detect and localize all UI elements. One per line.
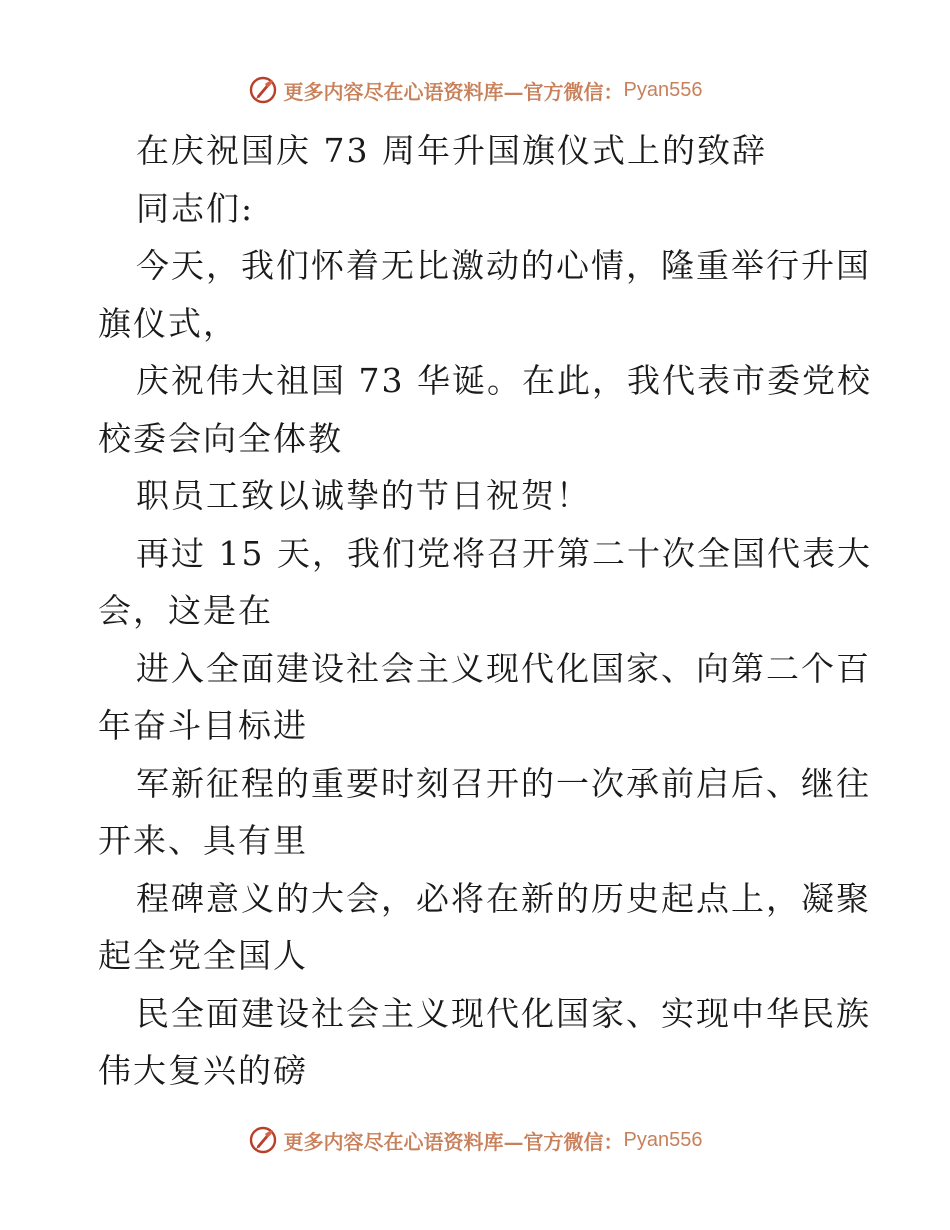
greeting: 同志们: [136,188,255,228]
paragraph-line: 再过 15 天，我们党将召开第二十次全国代表大 [136,533,872,573]
paragraph-line: 年奋斗目标进 [98,706,308,745]
banner-text: 更多内容尽在心语资料库—官方微信： [283,79,624,104]
banner-text: 更多内容尽在心语资料库—官方微信： [283,1129,624,1154]
paragraph-line: 校委会向全体教 [98,418,343,458]
paragraph-line: 庆祝伟大祖国 73 华诞。在此，我代表市委党校 [136,361,872,400]
paragraph-line: 民全面建设社会主义现代化国家、实现中华民族 [136,993,871,1033]
paragraph-line: 职员工致以诚挚的节日祝贺！ [136,476,591,515]
paragraph-line: 进入全面建设社会主义现代化国家、向第二个百 [136,648,871,688]
wechat-account: Pyan556 [623,78,703,101]
paragraph-line: 旗仪式， [98,303,238,343]
paragraph-line: 会，这是在 [98,591,273,630]
paragraph-line: 起全党全国人 [98,936,308,975]
paragraph-line: 伟大复兴的磅 [98,1051,308,1090]
wechat-account: Pyan556 [623,1128,703,1151]
quill-logo-icon [248,1125,278,1155]
document-title: 在庆祝国庆 73 周年升国旗仪式上的致辞 [136,131,767,170]
paragraph-line: 军新征程的重要时刻召开的一次承前启后、继往 [136,763,871,803]
paragraph-line: 今天，我们怀着无比激动的心情，隆重举行升国 [136,246,871,285]
document-body [98,122,872,1100]
paragraph-line: 程碑意义的大会，必将在新的历史起点上，凝聚 [136,878,871,918]
header-watermark-banner [0,70,950,110]
paragraph-line: 开来、具有里 [98,821,308,860]
footer-watermark-banner [0,1120,950,1160]
quill-logo-icon [248,75,278,105]
